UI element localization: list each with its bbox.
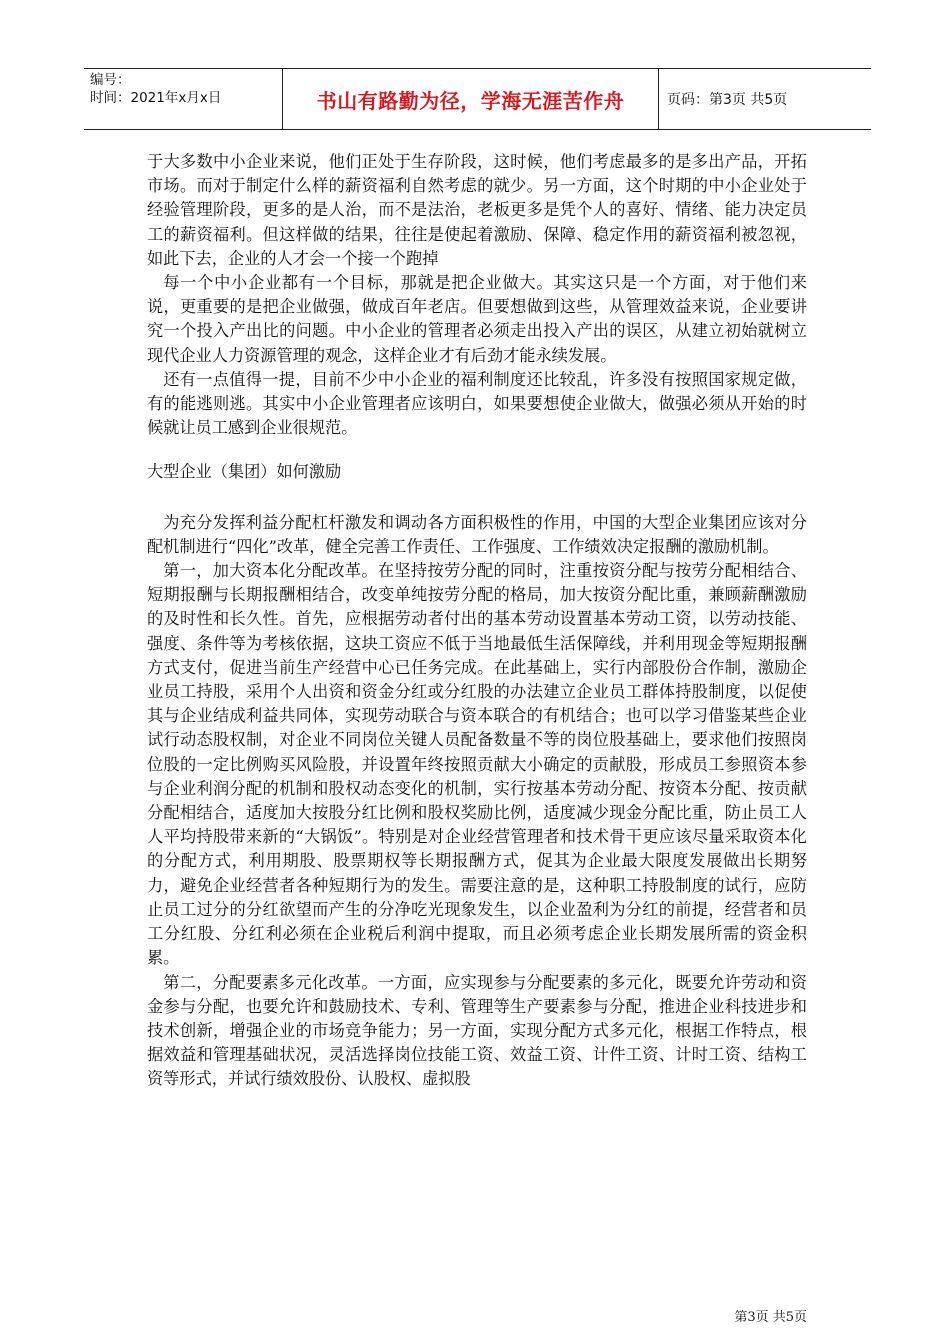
header-page-cell bbox=[659, 69, 871, 129]
section-heading: 大型企业（集团）如何激励 bbox=[147, 462, 342, 482]
body-paragraph: 还有一点值得一提，目前不少中小企业的福利制度还比较乱，许多没有按照国家规定做，有的能逃则逃。其实中小企业管理者应该明白，如果要想使企业做大，做强必须从开始的时候就让员工感到企业很规范。 bbox=[147, 369, 807, 438]
document-body bbox=[147, 150, 807, 1092]
body-paragraph: 于大多数中小企业来说，他们正处于生存阶段，这时候，他们考虑最多的是多出产品，开拓市场。而对于制定什么样的薪资福利自然考虑的就少。另一方面，这个时期的中小企业处于经验管理阶段，更多的是人治，而不是法治，老板更多是凭个人的喜好、情绪、能力决定员工的薪资福利。但这样做的结果，往往是使起着激励、保障、稳定作用的薪资福利被忽视，如此下去，企业的人才会一个接一个跑掉 bbox=[147, 152, 807, 268]
body-paragraph: 每一个中小企业都有一个目标，那就是把企业做大。其实这只是一个方面，对于他们来说，更重要的是把企业做强，做成百年老店。但要想做到这些，从管理效益来说，企业要讲究一个投入产出比的问题。中小企业的管理者必须走出投入产出的误区，从建立初始就树立现代企业人力资源管理的观念，这样企业才有后劲才能永续发展。 bbox=[147, 273, 807, 365]
document-number-label: 编号： bbox=[90, 72, 131, 88]
header-motto-cell bbox=[283, 69, 659, 129]
document-date-label: 时间：2021年x月x日 bbox=[90, 90, 222, 106]
footer-page-number: 第3页 共5页 bbox=[734, 1310, 807, 1325]
header-page-number: 页码：第3页 共5页 bbox=[667, 92, 788, 108]
page-header bbox=[84, 68, 871, 130]
header-meta bbox=[84, 69, 283, 129]
body-paragraph: 第二，分配要素多元化改革。一方面，应实现参与分配要素的多元化，既要允许劳动和资金参与分配，也要允许和鼓励技术、专利、管理等生产要素参与分配，推进企业科技进步和技术创新，增强企业的市场竞争能力；另一方面，实现分配方式多元化，根据工作特点，根据效益和管理基础状况，灵活选择岗位技能工资、效益工资、计件工资、计时工资、结构工资等形式，并试行绩效股份、认股权、虚拟股 bbox=[147, 972, 807, 1089]
page-footer bbox=[734, 1306, 807, 1325]
body-paragraph: 第一，加大资本化分配改革。在坚持按劳分配的同时，注重按资分配与按劳分配相结合、短期报酬与长期报酬相结合，改变单纯按劳分配的格局，加大按资分配比重，兼顾薪酬激励的及时性和长久性。首先，应根据劳动者付出的基本劳动设置基本劳动工资，以劳动技能、强度、条件等为考核依据，这块工资应不低于当地最低生活保障线，并利用现金等短期报酬方式支付，促进当前生产经营中心已任务完成。在此基础上，实行内部股份合作制，激励企业员工持股，采用个人出资和资金分红或分红股的办法建立企业员工群体持股制度，以促使其与企业结成利益共同体，实现劳动联合与资本联合的有机结合；也可以学习借鉴某些企业试行动态股权制，对企业不同岗位关键人员配备数量不等的岗位股基础上，要求他们按照岗位股的一定比例购买风险股，并设置年终按照贡献大小确定的贡献股，形成员工参照资本参与企业利润分配的机制和股权动态变化的机制，实行按基本劳动分配、按资本分配、按贡献分配相结合，适度加大按股分红比例和股权奖励比例，适度减少现金分配比重，防止员工人人平均持股带来新的“大锅饭”。特别是对企业经营管理者和技术骨干更应该尽量采取资本化的分配方式，利用期股、股票期权等长期报酬方式，促其为企业最大限度发展做出长期努力，避免企业经营者各种短期行为的发生。需要注意的是，这种职工持股制度的试行，应防止员工过分的分红欲望而产生的分净吃光现象发生，以企业盈利为分红的前提，经营者和员工分红股、分红利必须在企业税后利润中提取，而且必须考虑企业长期发展所需的资金积累。 bbox=[147, 561, 807, 968]
body-paragraph: 为充分发挥利益分配杠杆激发和调动各方面积极性的作用，中国的大型企业集团应该对分配机制进行“四化”改革，健全完善工作责任、工作强度、工作绩效决定报酬的激励机制。 bbox=[147, 512, 807, 556]
header-motto: 书山有路勤为径，学海无涯苦作舟 bbox=[316, 88, 625, 113]
